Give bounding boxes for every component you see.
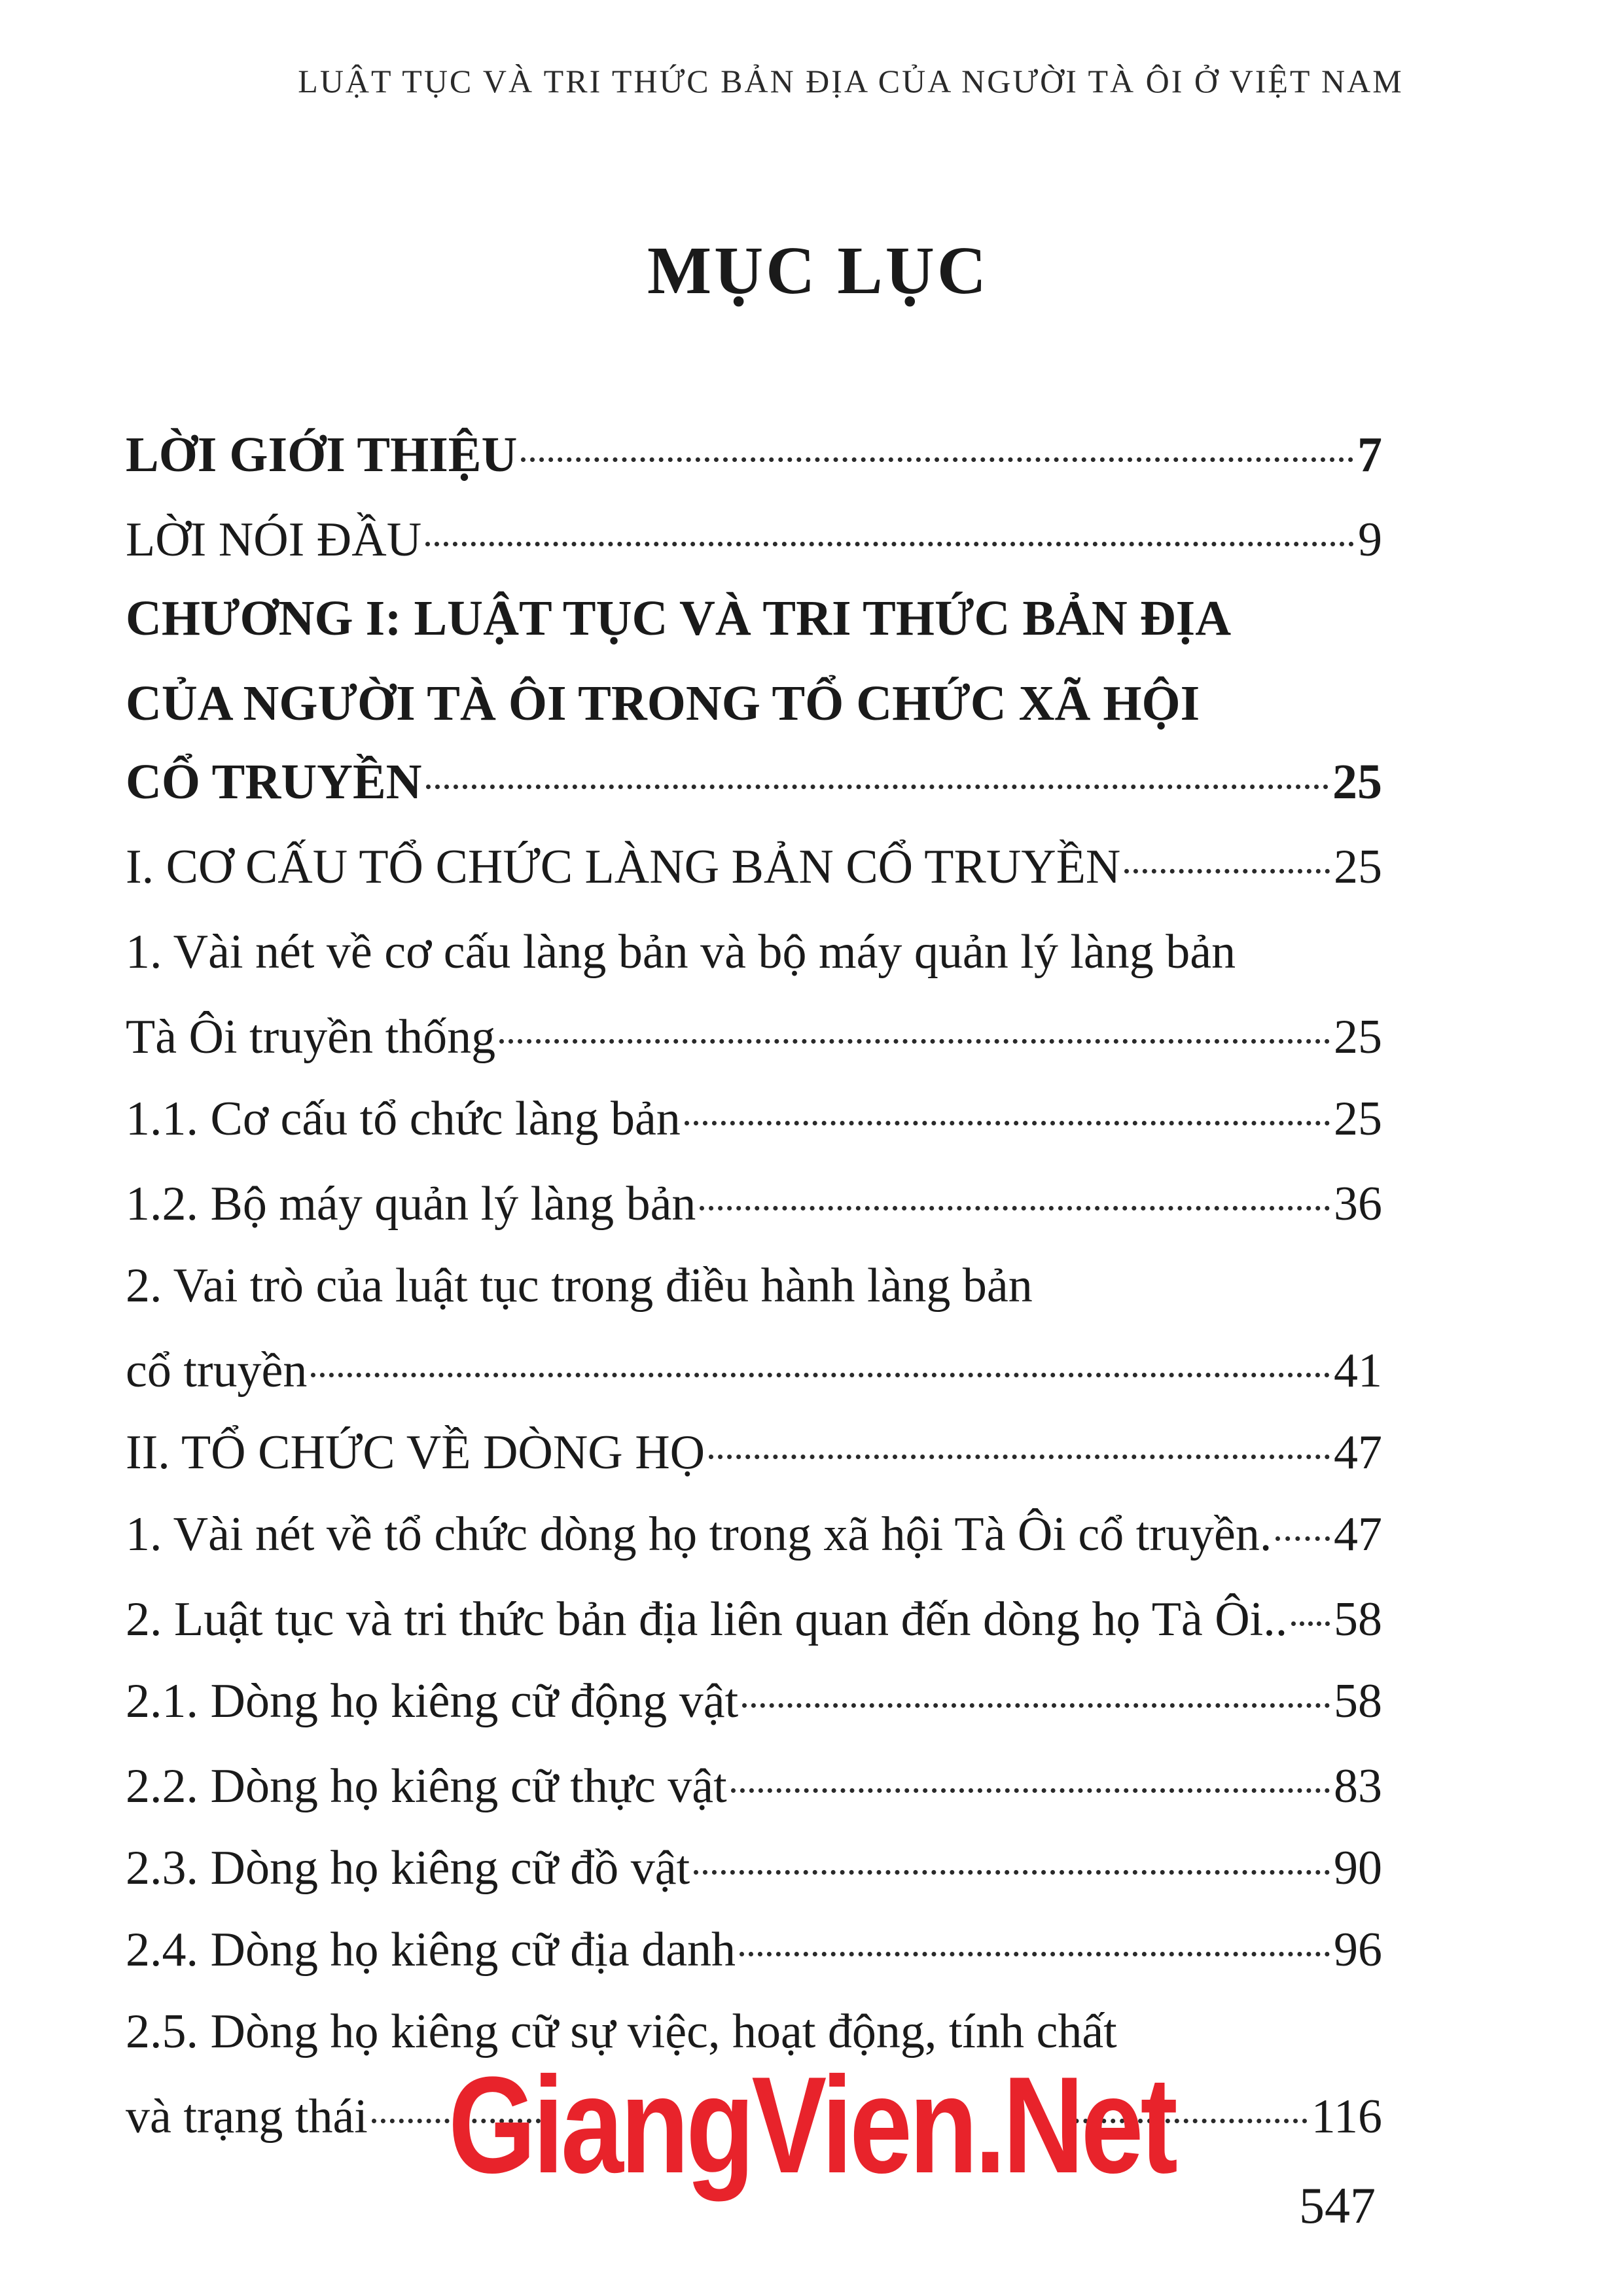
toc-leader-dots [311, 1373, 1330, 1377]
toc-entry-page: 96 [1334, 1923, 1382, 1977]
toc-entry [126, 667, 1382, 739]
toc-entry-page: 83 [1334, 1759, 1382, 1813]
toc-entry-label: 2.2. Dòng họ kiêng cữ thực vật [126, 1759, 727, 1813]
toc-entry [126, 1417, 1382, 1489]
toc-leader-dots [1275, 1536, 1330, 1541]
toc-entry-label: 2. Vai trò của luật tục trong điều hành làng bản [126, 1259, 1033, 1313]
toc-entry-page: 25 [1334, 840, 1382, 894]
toc-leader-dots [709, 1455, 1330, 1459]
toc-entry [126, 419, 1382, 491]
toc-entry-label: 2.3. Dòng họ kiêng cữ đồ vật [126, 1841, 690, 1895]
toc-entry-page: 47 [1334, 1426, 1382, 1479]
toc-entry-page: 25 [1334, 1092, 1382, 1146]
toc-entry-label: 2.4. Dòng họ kiêng cữ địa danh [126, 1923, 736, 1977]
toc-entry-page: 41 [1334, 1344, 1382, 1398]
toc-entry [126, 1168, 1382, 1240]
toc-entry-page: 90 [1334, 1841, 1382, 1895]
toc-entry [126, 1083, 1382, 1155]
page-title: MỤC LỤC [647, 233, 989, 308]
toc-entry-label: LỜI GIỚI THIỆU [126, 427, 518, 482]
toc-leader-dots [521, 457, 1353, 462]
toc-entry-page: 25 [1332, 754, 1382, 809]
toc-entry [126, 1250, 1382, 1322]
toc-entry-page: 7 [1357, 427, 1382, 482]
toc-leader-dots [700, 1206, 1330, 1210]
toc-leader-dots [499, 1039, 1330, 1044]
toc-leader-dots [685, 1121, 1330, 1125]
toc-entry-label: 1.1. Cơ cấu tổ chức làng bản [126, 1092, 681, 1146]
page-number: 547 [1299, 2177, 1376, 2234]
toc-entry-label: 1. Vài nét về cơ cấu làng bản và bộ máy quản lý làng bản [126, 925, 1236, 979]
toc-entry [126, 831, 1382, 903]
toc-entry-label: 2. Luật tục và tri thức bản địa liên quan đến dòng họ Tà Ôi.. [126, 1593, 1288, 1646]
toc-entry [126, 1832, 1382, 1904]
toc-entry-page: 58 [1334, 1593, 1382, 1646]
toc-entry [126, 1498, 1382, 1570]
toc-leader-dots [731, 1788, 1330, 1793]
toc-leader-dots [425, 542, 1354, 546]
toc-entry [126, 1001, 1382, 1073]
watermark-logo: GiangVien.Net [448, 2047, 1175, 2202]
toc-entry-page: 47 [1334, 1508, 1382, 1561]
toc-entry-label: LỜI NÓI ĐẦU [126, 513, 422, 567]
toc-entry-label: 2.5. Dòng họ kiêng cữ sự việc, hoạt động, tính chất [126, 2005, 1117, 2058]
toc-entry-label: Tà Ôi truyền thống [126, 1010, 496, 1064]
toc-entry-page: 116 [1311, 2090, 1382, 2144]
toc-entry-page: 58 [1334, 1674, 1382, 1728]
toc-entry-label: CỦA NGƯỜI TÀ ÔI TRONG TỔ CHỨC XÃ HỘI [126, 676, 1200, 731]
toc-entry [126, 582, 1382, 654]
toc-leader-dots [694, 1870, 1330, 1875]
toc-leader-dots [1124, 869, 1330, 874]
toc-entry [126, 1750, 1382, 1822]
toc-entry [126, 504, 1382, 576]
toc-entry-label: I. CƠ CẤU TỔ CHỨC LÀNG BẢN CỔ TRUYỀN [126, 840, 1121, 894]
toc-entry-label: cổ truyền [126, 1344, 308, 1398]
toc-leader-dots [1291, 1621, 1330, 1626]
toc-entry-label: 2.1. Dòng họ kiêng cữ động vật [126, 1674, 739, 1728]
toc-entry-page: 25 [1334, 1010, 1382, 1064]
toc-entry-label: và trạng thái [126, 2090, 368, 2144]
toc-entry [126, 1665, 1382, 1737]
toc-entry-page: 36 [1334, 1177, 1382, 1231]
toc-entry [126, 916, 1382, 988]
toc-entry-label: 1. Vài nét về tổ chức dòng họ trong xã hội Tà Ôi cổ truyền. [126, 1508, 1272, 1561]
toc-entry-page: 9 [1358, 513, 1382, 567]
toc-entry [126, 1914, 1382, 1986]
running-header: LUẬT TỤC VÀ TRI THỨC BẢN ĐỊA CỦA NGƯỜI TÀ ÔI Ở VIỆT NAM [298, 63, 1404, 99]
toc-entry-label: CHƯƠNG I: LUẬT TỤC VÀ TRI THỨC BẢN ĐỊA [126, 591, 1232, 646]
toc-entry [126, 1583, 1382, 1655]
toc-entry [126, 1335, 1382, 1407]
toc-entry-label: CỔ TRUYỀN [126, 754, 422, 809]
toc-entry-label: 1.2. Bộ máy quản lý làng bản [126, 1177, 696, 1231]
toc-leader-dots [742, 1703, 1330, 1708]
toc-entry [126, 746, 1382, 818]
toc-leader-dots [426, 785, 1329, 789]
toc-entry-label: II. TỔ CHỨC VỀ DÒNG HỌ [126, 1426, 705, 1479]
toc-leader-dots [740, 1952, 1330, 1956]
